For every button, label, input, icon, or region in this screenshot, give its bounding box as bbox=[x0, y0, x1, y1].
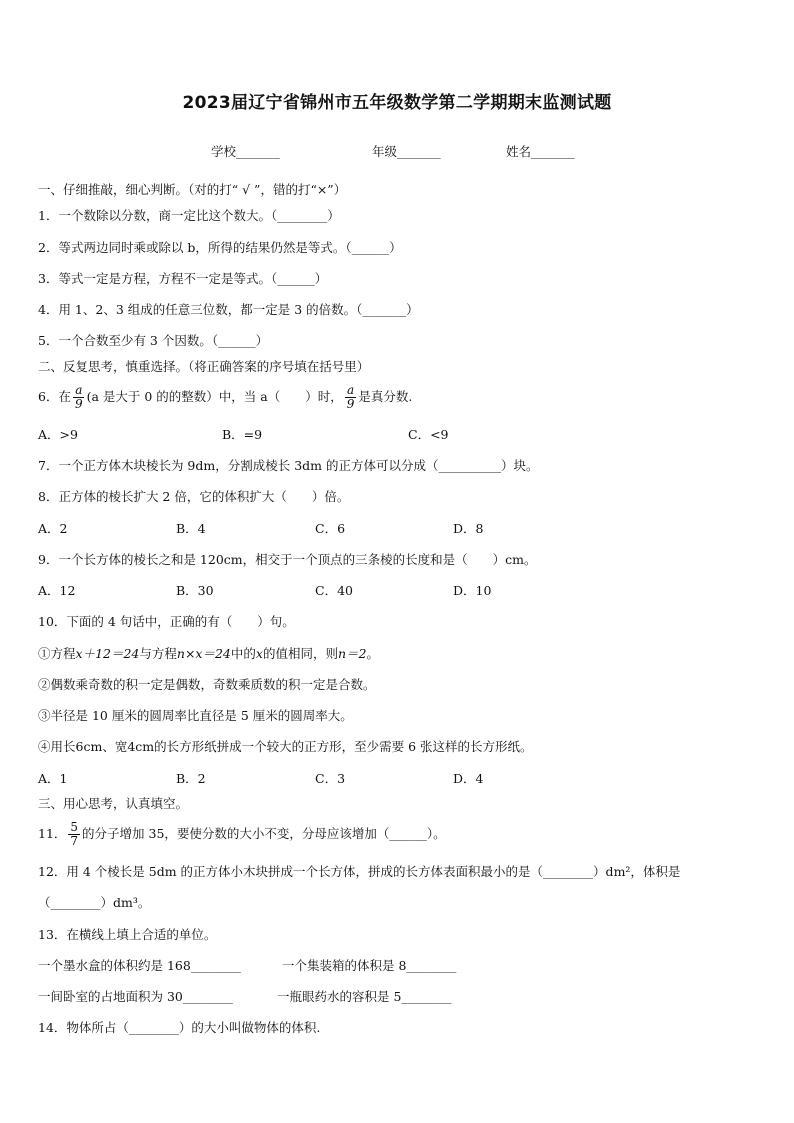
section-3-heading: 三、用心思考，认真填空。 bbox=[38, 796, 189, 811]
option-b: B．2 bbox=[176, 771, 206, 786]
fraction-a-over-9: $\frac{a}{9}$ bbox=[346, 383, 355, 411]
option-c: C．3 bbox=[315, 771, 346, 786]
question-12-continued: （________）dm³。 bbox=[38, 895, 151, 910]
option-b: B．30 bbox=[176, 583, 214, 598]
question-4: 4．用 1、2、3 组成的任意三位数，都一定是 3 的倍数。（_______） bbox=[38, 302, 419, 317]
statement-3: ③半径是 10 厘米的圆周率比直径是 5 厘米的圆周率大。 bbox=[38, 708, 353, 723]
statement-4: ④用长6cm、宽4cm的长方形纸拼成一个较大的正方形，至少需要 6 张这样的长方形纸。 bbox=[38, 739, 533, 754]
blank-container: 一个集装箱的体积是 8________ bbox=[282, 958, 457, 973]
question-13: 13．在横线上填上合适的单位。 bbox=[38, 927, 217, 942]
statement-1: ①方程x＋12＝24与方程n×x＝24中的x的值相同，则n＝2。 bbox=[38, 646, 380, 661]
option-d: D．8 bbox=[453, 521, 484, 536]
section-1-heading: 一、仔细推敲，细心判断。（对的打“ √ ”，错的打“×”） bbox=[38, 182, 347, 197]
page-title: 2023届辽宁省锦州市五年级数学第二学期期末监测试题 bbox=[182, 93, 612, 113]
blank-bedroom: 一间卧室的占地面积为 30________ bbox=[38, 989, 233, 1004]
grade-field: 年级_______ bbox=[372, 144, 441, 159]
question-9: 9．一个长方体的棱长之和是 120cm，相交于一个顶点的三条棱的长度和是（ ）cm。 bbox=[38, 552, 537, 567]
option-a: A．2 bbox=[38, 521, 68, 536]
question-1: 1．一个数除以分数，商一定比这个数大。（________） bbox=[38, 208, 340, 223]
question-2: 2．等式两边同时乘或除以 b，所得的结果仍然是等式。（______） bbox=[38, 240, 402, 255]
statement-2: ②偶数乘奇数的积一定是偶数，奇数乘质数的积一定是合数。 bbox=[38, 677, 376, 692]
option-d: D．4 bbox=[453, 771, 484, 786]
option-a: A．>9 bbox=[38, 427, 78, 442]
question-6: 6．在 $\frac{a}{9}$ (a 是大于 0 的的整数）中，当 a（ ）时， $\frac{a}{9}$ 是真分数. bbox=[38, 383, 413, 411]
question-5: 5．一个合数至少有 3 个因数。（______） bbox=[38, 333, 269, 348]
option-a: A．12 bbox=[38, 583, 76, 598]
question-7: 7．一个正方体木块棱长为 9dm，分割成棱长 3dm 的正方体可以分成（__________）块。 bbox=[38, 458, 539, 473]
question-11: 11． $\frac{5}{7}$ 的分子增加 35，要使分数的大小不变，分母应该增加（______）。 bbox=[38, 820, 446, 848]
option-d: D．10 bbox=[453, 583, 492, 598]
option-c: C．<9 bbox=[408, 427, 449, 442]
question-3: 3．等式一定是方程，方程不一定是等式。（______） bbox=[38, 271, 328, 286]
question-10: 10．下面的 4 句话中，正确的有（ ）句。 bbox=[38, 614, 295, 629]
question-8: 8．正方体的棱长扩大 2 倍，它的体积扩大（ ）倍。 bbox=[38, 489, 350, 504]
option-b: B．=9 bbox=[222, 427, 263, 442]
name-field: 姓名_______ bbox=[506, 144, 575, 159]
fraction-5-over-7: $\frac{5}{7}$ bbox=[70, 820, 79, 848]
fraction-a-over-9: $\frac{a}{9}$ bbox=[74, 383, 83, 411]
option-b: B．4 bbox=[176, 521, 206, 536]
section-2-heading: 二、反复思考，慎重选择。（将正确答案的序号填在括号里） bbox=[38, 359, 370, 374]
question-14: 14．物体所占（________）的大小叫做物体的体积. bbox=[38, 1020, 321, 1035]
school-field: 学校_______ bbox=[211, 144, 280, 159]
option-c: C．40 bbox=[315, 583, 353, 598]
option-a: A．1 bbox=[38, 771, 68, 786]
blank-eye-drops: 一瓶眼药水的容积是 5________ bbox=[277, 989, 452, 1004]
question-12: 12．用 4 个棱长是 5dm 的正方体小木块拼成一个长方体，拼成的长方体表面积最小的是（________）dm²，体积是 bbox=[38, 864, 681, 879]
blank-ink-box: 一个墨水盒的体积约是 168________ bbox=[38, 958, 241, 973]
option-c: C．6 bbox=[315, 521, 346, 536]
